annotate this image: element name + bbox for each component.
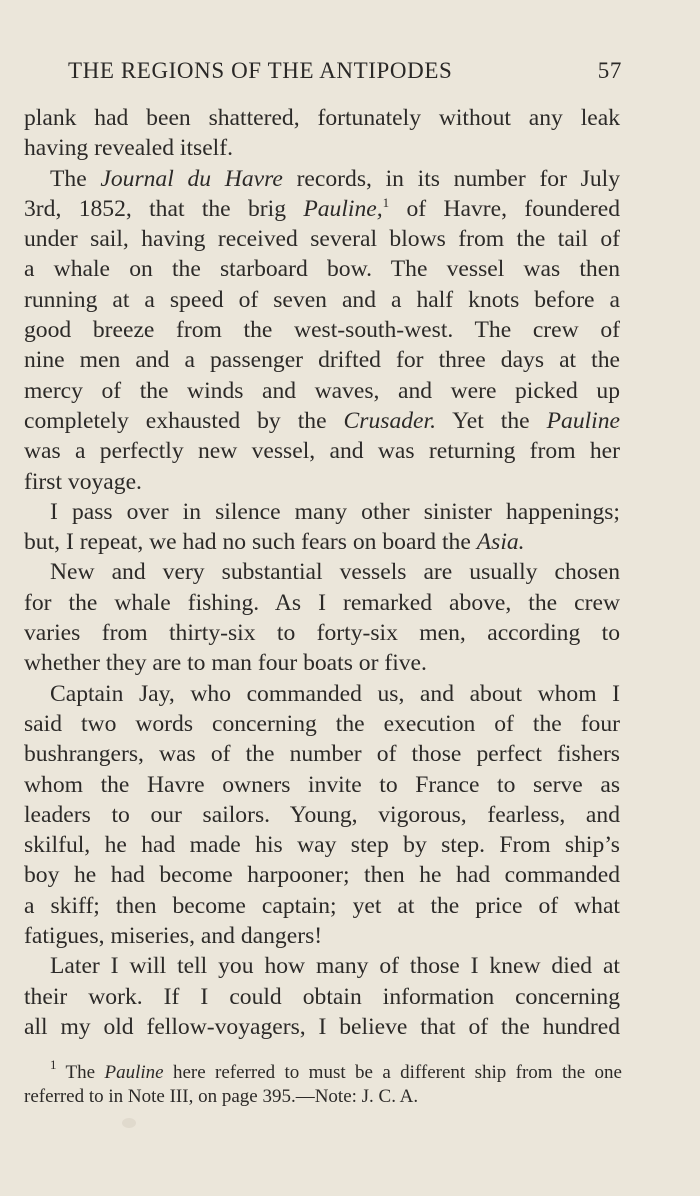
text-run: completely exhausted by the (24, 407, 344, 434)
page-number: 57 (597, 58, 622, 83)
text-line: Captain Jay, who commanded us, and about whom I (50, 680, 620, 707)
text-line: New and very substantial vessels are usually chosen (50, 559, 620, 586)
text-run: Yet the (435, 407, 547, 434)
text-line: bushrangers, was of the number of those perfect fishers (24, 741, 620, 768)
text-line: nine men and a passenger drifted for three days at the (24, 347, 620, 374)
text-line: boy he had become harpooner; then he had commanded (24, 862, 620, 889)
text-line: was a perfectly new vessel, and was returning from her (24, 438, 620, 465)
text-line: their work. If I could obtain information concerning (24, 983, 620, 1010)
text-line: I pass over in silence many other sinister happenings; (50, 498, 620, 525)
text-run: The (56, 1062, 105, 1083)
text-run: here referred to must be a different ship from the one (163, 1062, 622, 1083)
text-line: fatigues, miseries, and dangers! (24, 923, 323, 950)
journal-title: Journal du Havre (100, 165, 283, 192)
text-run: records, in its number for July (282, 165, 620, 192)
text-run: 3rd, 1852, that the brig (24, 195, 304, 222)
text-line: plank had been shattered, fortunately without any leak (24, 105, 620, 131)
text-run: but, I repeat, we had no such fears on board the (24, 529, 477, 556)
text-line: a skiff; then become captain; yet at the price of what (24, 892, 620, 919)
text-line: whom the Havre owners invite to France to serve as (24, 771, 620, 798)
text-line (24, 527, 620, 557)
text-line: varies from thirty-six to forty-six men, according to (24, 620, 620, 647)
paper-stain (122, 1118, 136, 1128)
text-run: of Havre, foundered (389, 195, 620, 222)
running-head (68, 58, 622, 84)
text-line (24, 164, 620, 194)
text-line: mercy of the winds and waves, and were picked up (24, 377, 620, 404)
ship-name: Asia. (476, 529, 525, 556)
text-line: good breeze from the west-south-west. The crew of (24, 317, 620, 344)
footnote-line (24, 1057, 622, 1085)
text-line (24, 194, 620, 224)
ship-name: Pauline (546, 407, 620, 434)
text-line: under sail, having received several blows from the tail of (24, 226, 620, 253)
footnote-line: referred to in Note III, on page 395.—Note: J. C. A. (24, 1086, 419, 1107)
text-line (24, 406, 620, 436)
text-line: skilful, he had made his way step by step. From ship’s (24, 832, 620, 859)
running-title: THE REGIONS OF THE ANTIPODES (68, 58, 453, 83)
text-line: whether they are to man four boats or five. (24, 650, 427, 677)
text-line: leaders to our sailors. Young, vigorous, fearless, and (24, 801, 620, 828)
text-line: running at a speed of seven and a half knots before a (24, 286, 620, 313)
footnote-reference: 1 (382, 194, 390, 210)
text-run: The (50, 165, 101, 192)
text-line: having revealed itself. (24, 135, 233, 162)
text-line: Later I will tell you how many of those I knew died at (50, 953, 620, 980)
ship-name: Pauline (104, 1062, 164, 1083)
text-line: for the whale fishing. As I remarked above, the crew (24, 589, 620, 616)
text-line: all my old fellow-voyagers, I believe that of the hundred (24, 1013, 620, 1040)
ship-name: Pauline, (303, 195, 383, 222)
ship-name: Crusader. (343, 407, 436, 434)
body-text (24, 103, 620, 1042)
text-line: first voyage. (24, 468, 142, 495)
text-line: said two words concerning the execution of the four (24, 710, 620, 737)
text-line: a whale on the starboard bow. The vessel was then (24, 256, 620, 283)
footnote-marker: 1 (50, 1057, 57, 1072)
footnote (24, 1057, 622, 1109)
